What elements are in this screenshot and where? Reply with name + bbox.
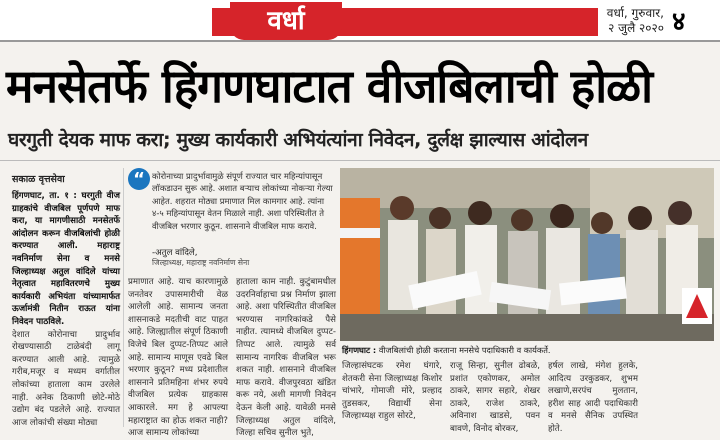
article-column-6: हर्षल लाखे, मंगेश हुलके, आदित्य उरकुडकर, शुभम लखाणे,सरपंच मुलतान, हरीश साह आदी पदाधिकारी व मनसे सैनिक उपस्थित होते. xyxy=(548,361,638,434)
photo-caption xyxy=(342,344,714,356)
article-column-5: राजू सिन्हा, सुनील ढोबळे, प्रशांत एकोणकर, अमोल ठाकरे, सागर सहारे, शेखर ठाकरे, राजेश ठाकरे, अविनाश खाडसे, पवन बावणे, विनोद बोरकर, xyxy=(450,361,540,434)
section-title: वर्धा xyxy=(230,2,342,40)
article-column-3: हाताला काम नाही. कुटुंबामधील उदरनिर्वाहाचा प्रश्न निर्माण झाला आहे. अशा परिस्थितीत वीजबिल भरण्यास नागरिकांकडे पैसे नाहीत. त्यामध्ये वीजबिल दुप्पट-तिप्पट आले. त्यामुळे सर्व सामान्य नागरिक वीजबिल भरू शकत नाही. शासनाने वीजबिल माफ करावे. वीजपुरवठा खंडित करू नये, अशी मागणी निवेदन देऊन केली आहे. यावेळी मनसे जिल्हाध्यक्ष अतुल वांदिले, जिल्हा सचिव सुनील भुते, xyxy=(236,277,336,439)
article-column-1 xyxy=(12,190,120,429)
quote-icon: “ xyxy=(128,168,150,190)
page-number: ४ xyxy=(672,7,686,37)
article-paragraph: देशात कोरोनाचा प्रादुर्भाव रोखण्यासाठी टाळेबंदी लागू करण्यात आली आहे. त्यामुळे गरीब,मजूर व मध्यम वर्गातील लोकांच्या हाताला काम उरलेले नाही. अनेक ठिकाणी छोटे-मोठे उद्योग बंद पडलेले आहे. राज्यात आज लोकांची संख्या मोठ्या xyxy=(12,329,120,428)
photo-caption-label: हिंगणघाट : xyxy=(342,345,377,355)
quote-text: कोरोनाच्या प्रादुर्भावामुळे संपूर्ण राज्यात चार महिन्यांपासून लॉकडाउन सुरू आहे. अशात बऱ्याच लोकांच्या नोकऱ्या गेल्या आहेत. शहरात मोठ्या प्रमाणात मिल कामगार आहे. त्यांना ४-५ महिन्यांपासून वेतन मिळाले नाही. अशा परिस्थितीत ते वीजबिल भरणार कुठून. शासनाने वीजबिल माफ करावे. xyxy=(152,171,333,231)
quote-box xyxy=(128,168,336,272)
byline: सकाळ वृत्तसेवा xyxy=(12,174,65,185)
quote-author-title: जिल्हाध्यक्ष, महाराष्ट्र नवनिर्माण सेना xyxy=(152,258,250,267)
divider xyxy=(0,160,720,161)
news-photo xyxy=(340,168,714,341)
subheadline: घरगुती देयक माफ करा; मुख्य कार्यकारी अभियंत्यांना निवेदन, दुर्लक्ष झाल्यास आंदोलन xyxy=(8,129,588,151)
divider xyxy=(0,40,720,42)
photo-caption-text: वीजबिलांची होळी करताना मनसेचे पदाधिकारी व कार्यकर्ते. xyxy=(378,345,551,355)
dateline-date: २ जुलै २०२० xyxy=(608,21,664,35)
quote-author: -अतुल वांदिले, xyxy=(152,248,198,258)
column-divider xyxy=(123,168,124,427)
article-lead: हिंगणघाट, ता. १ : घरगुती वीज ग्राहकांचे वीजबिल पूर्णपणे माफ करा, या मागणीसाठी मनसेतर्फे आंदोलन करून वीजबिलांची होळी करण्यात आली. महाराष्ट्र नवनिर्माण सेना व मनसे जिल्हाध्यक्ष अतुल वांदिले यांच्या नेतृत्वात महावितरणचे मुख्य कार्यकारी अभियंता यांच्यामार्फत ऊर्जामंत्री नितीन राऊत यांना निवेदन पाठविले. xyxy=(12,191,120,327)
article-column-2: प्रमाणात आहे. याच कारणामुळे जनतेवर उपासमारीची वेळ आलेली आहे. सामान्य जनता शासनाकडे मदतीची वाट पाहत आहे. जिल्ह्यातील संपूर्ण ठिकाणी विजेचे बिल दुप्पट-तिप्पट आले आहे. सामान्य माणूस एवढे बिल भरणार कुठून? मध्य प्रदेशातील शासनाने प्रतिमहिना शंभर रुपये वीजबिल प्रत्येक ग्राहकास आकारले. मग हे आपल्या महाराष्ट्रात का होऊ शकत नाही? आज सामान्य लोकांच्या xyxy=(128,277,228,439)
article-column-4: जिल्हासंघटक रमेश घंगारे, शेतकरी सेना जिल्हाध्यक्ष किशोर चांभारे, गोमाजी मोरे, प्रल्हाद तुडसकर, विद्यार्थी सेना जिल्हाध्यक्ष राहुल सोरटे, xyxy=(342,361,442,422)
headline: मनसेतर्फे हिंगणघाटात वीजबिलाची होळी xyxy=(6,59,653,113)
dateline xyxy=(600,6,664,36)
dateline-day: वर्धा, गुरुवार, xyxy=(606,6,664,20)
